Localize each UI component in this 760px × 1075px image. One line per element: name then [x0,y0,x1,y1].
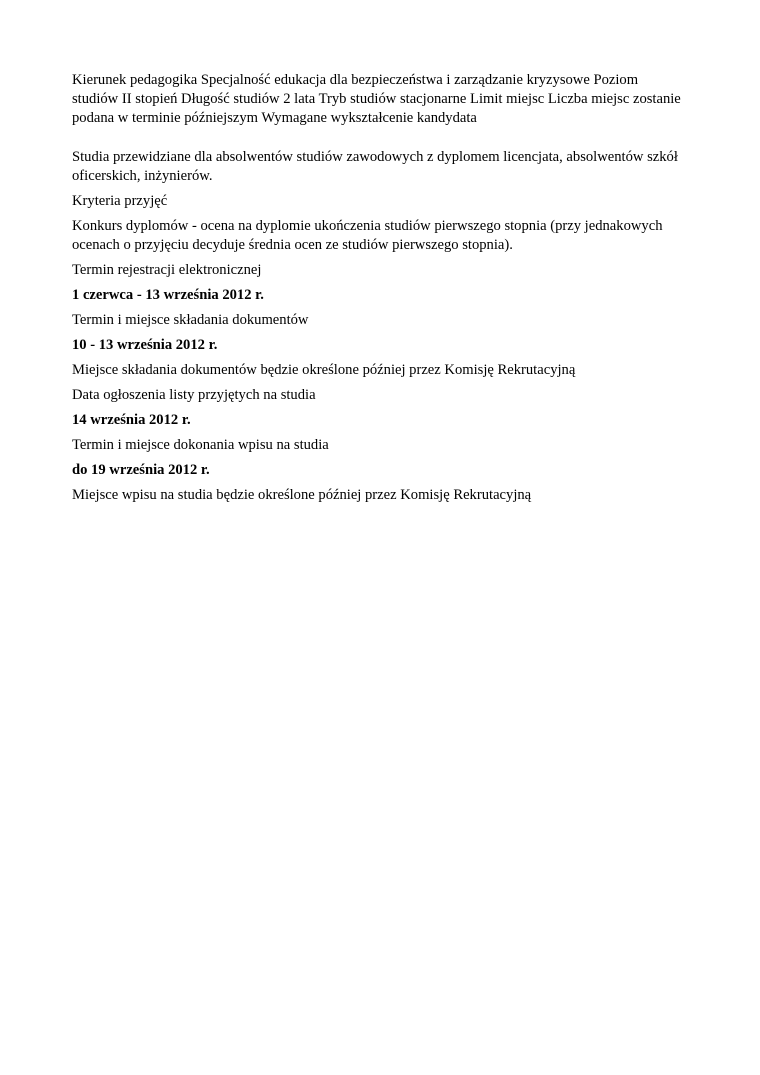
list-heading: Data ogłoszenia listy przyjętych na studia [72,387,316,403]
documents-heading: Termin i miejsce składania dokumentów [72,312,309,328]
documents-date: 10 - 13 września 2012 r. [72,337,218,353]
registration-heading: Termin rejestracji elektronicznej [72,262,262,278]
enrollment-heading: Termin i miejsce dokonania wpisu na studia [72,437,329,453]
document-page [72,71,687,511]
list-date: 14 września 2012 r. [72,412,191,428]
intro-paragraph: Kierunek pedagogika Specjalność edukacja dla bezpieczeństwa i zarządzanie kryzysowe Poziom studiów II stopień Długość studiów 2 lata Tryb studiów stacjonarne Limit miejsc Liczba miejsc zostanie podana w terminie późniejszym Wymagane wykształcenie kandydata [72,72,681,126]
documents-place: Miejsce składania dokumentów będzie określone później przez Komisję Rekrutacyjną [72,362,576,378]
registration-date: 1 czerwca - 13 września 2012 r. [72,287,264,303]
enrollment-place: Miejsce wpisu na studia będzie określone później przez Komisję Rekrutacyjną [72,487,532,503]
enrollment-date: do 19 września 2012 r. [72,462,210,478]
requirements-paragraph: Studia przewidziane dla absolwentów studiów zawodowych z dyplomem licencjata, absolwentów szkół oficerskich, inżynierów. [72,149,678,184]
criteria-paragraph: Konkurs dyplomów - ocena na dyplomie ukończenia studiów pierwszego stopnia (przy jednakowych ocenach o przyjęciu decyduje średnia ocen ze studiów pierwszego stopnia). [72,218,663,253]
criteria-heading: Kryteria przyjęć [72,193,168,209]
